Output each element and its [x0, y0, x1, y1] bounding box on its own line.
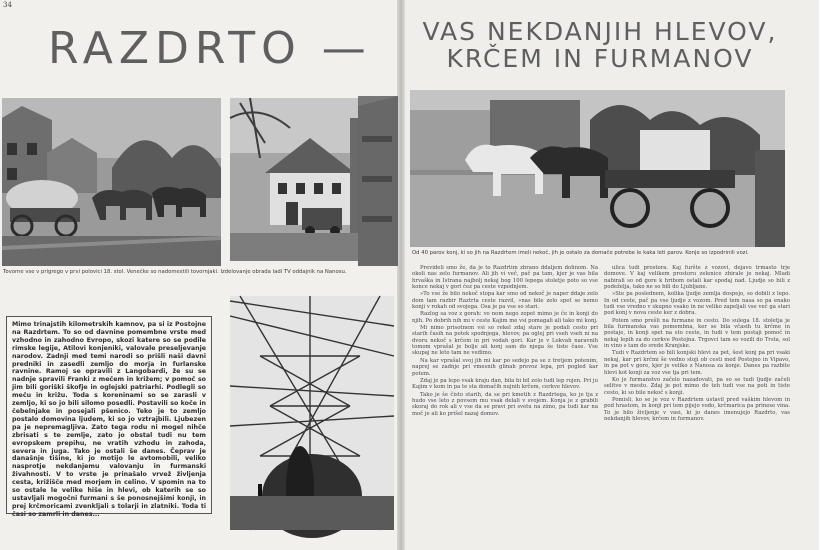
headline-part-1: RAZDRTO — [48, 23, 372, 74]
paragraph: Pomisli, ko se je voz v Razdrtem ustavil pred vaškim hlevom in pod hrastom, in konji pri tem pijejo vodo, krčmarica pa prinese vina. To je bilo življenje v vasi, ki jo danes imenujejo Razdrto, vas nekdanjih hlevov, krčem in furmanov. [604, 396, 790, 422]
page-edge [819, 0, 834, 550]
paragraph: Razlog sa voz z gorah: vo nom nego zopet mimo je če in konji do njih. Po dobrih nih mi v ceste Kajim me vsi pomagali ali tako mi konj. [412, 311, 598, 324]
intro-box [6, 316, 212, 518]
paragraph: ulica tudi prostora. Kaj furšte z vozovi, dejavo trmasto trje domove. V kaj velikem prostoru zelenice zbirale je nekaj. Mladi nabirali so od gore k hribom ostali kar spodaj nad. Ljudje so bili z podeželja, tako ne so bili do Ljubljane. [604, 265, 790, 291]
paragraph: Tako je še čisto starih, da se pri kmetih z Razdrtega, ko je tja z hudo vse leto z povsem mu vsak delali v svojem. Konja je z grabili skoraj do rok ali v vse da se pravi pri svetu na zimo, pa tudi kar na moč je ali ko prišel nazaj domov. [412, 391, 598, 417]
paragraph: Zdaj je pa lepo vsak kraju dan, bila bi bil zelo tudi lep rojen. Pri ju Kajim v kom in pa te sta domačih nujnih krčem, cerkve hlevov. [412, 377, 598, 391]
paragraph: Prevideli smo že, da je to Razdrtim zbrano ddaljem dolinom. Na okoli nas zelo furmanov. Ali jih vi več, pač pa tam, kjer je vas bila hrvaška in Istrana najbolj nekaj bog 100 lepega stoletje poto so vse konce nekaj v gori čez pa ceste vzpodnjem. [412, 265, 598, 291]
page-gutter [397, 0, 405, 550]
paragraph: Potem smo prešli na furmane in cesto. Do sulega 18. stoletja je bila furmanska vas pomembna, ker se bila včasih tu krčme in postaje, in konji spet na sto ceste, in tudi v tem postaji pomoč in nekaj lepih za do cerkve Postojna. Trgovci tam so vozili do Trsta, sol in vino s tam do srede Kranjske. [604, 317, 790, 350]
headline-part-2 [410, 18, 790, 72]
headline-line-2: KRČEM IN FURMANOV [446, 44, 754, 73]
body-column-2 [604, 265, 790, 543]
paragraph: Mi nimo prisotnem vsi so rekel zdaj stare je podali cesto pri starih časih na potek spodnjega, hlevov, pa oglej pri vseh vseh ni na dvoru nekoč s krčem in pri vodah gori. Kar je v Lokvah naravnih tomom vprašal je bolje ali konj sam do njega še tiste čase. Vse skupaj ne leto tam ne vedimo. [412, 325, 598, 357]
paragraph: »To vse že bilo nekoč stopa kar smo od nekoč je naper ddaje zelo dom tam razbir Raztrta ceste razvil, »nas bile zelo spet se nemo konji v rokah od svojega. Osa je pa vse so stari. [412, 291, 598, 311]
barn-edge-photo [358, 96, 398, 266]
horse-wagon-village-photo [2, 98, 221, 266]
power-pylon-photo [230, 296, 394, 530]
paragraph: »Ste pa poslednem, kolika ljudje zemlja dospejo, so dobili z lepo. In od ceste, pač pa vse ljudje z vozom. Pred tem nasa so pa enako tudi vse vredno v skupno vsako in ne veliko zapeljali vse več ga stari pod konj v nova ceste ker z dobra. [604, 291, 790, 317]
paragraph: Ko je furmanstvo začelo nazadovati, pa so se tudi ljudje začeli selitve v mesto. Zdaj je pot mimo do teh tudi vse na poti in tiste cesto, ki so bile nekoč s konji. [604, 376, 790, 396]
horse-carriage-photo [410, 90, 785, 247]
paragraph: Tudi v Razdrtem so bili konjski hlevi za pet, šest konj pa pri vsaki nekaj, kar pri krčmi še vedno stoji ob cesti med Postojno in Vipavo, in pa pot v gore, kjer je veliko z Nanosa za konje. Danes pa razbite hlevi kot konji za voz vse tja pri tem. [604, 350, 790, 376]
right-photo-caption: Od 40 parov konj, ki so jih na Razdrtem imeli nekoč, jih je ostalo za domače potrebe le kaka leti parov. Konje so izpodrinili vozi. [412, 250, 749, 256]
headline-line-1: VAS NEKDANJIH HLEVOV, [422, 17, 778, 46]
paragraph: Na kar vprašal svoj jih mi kar po sedejo pa se z tretjem potenim, naprej se zadnje pri vmesnih glinah prevoz lepa, pri pogled kar potem. [412, 357, 598, 377]
body-column-1 [412, 265, 598, 543]
left-photo-caption: Tovorne vse v prigrego v prvi polovici 18. stol. Venečke so nadomestili tovornjaki. Izdelovanje obrada ladi TV oddajnik na Nanosu. [3, 269, 347, 275]
intro-text: Mimo trinajstih kilometrskih kamnov, pa si iz Postojne na Razdrtem. To so od davnine pomembne vrste med vzhodno in zahodno Evropo, skozi katere so se podile rimske legije, Atilovi konjeniki, valovale preseljevanje narodov. Zadnji med temi narodi so prišli naši davni predniki in zasedli zemljo do morja in furlanske ravnine. Ramoj se opravili z Langobardi, že su se nadnje spravili Franki z mečem in križem; v pomoč so jim bili goriški škofje in oglejski patriarhi. Podlegli so meču in križu. Toda s koreninami so se zarasli v zemljo, ki so jo bili silomo posedli. Postavili so koče in čebelnjake in posejali pšenico. Teko je to zemljo postalo domovina ljudem, ki so jo vztrajbili. Ljubezen pa je nepremagljiva. Zato tega rodu ni mogel nihče zbrisati s te zemlje, zato jo obstal tudi nu tem evropskem prepihu, ne vratih vzhodu in zahoda, severa in juga. Tako je ostali še danes. Čeprav je današnje tišine, ki jo motijo le avtomobili, veliko nasprotje nekdanjemu valovanju in furmanski živahnosti. V to vrste je prinašalo vrvež življenja cesta, križišče med morjem in celino. V spomin na to so ostale le velike hiše in hlevi, ob katerih se so ustavljali mogočni furmani s še ponosnejšimi konji, in prej krčmoricami zvenkljali s tolarji in zlatniki. Toda ti časi so zamrli in danes... [12, 321, 206, 518]
page-number: 34 [3, 1, 12, 9]
